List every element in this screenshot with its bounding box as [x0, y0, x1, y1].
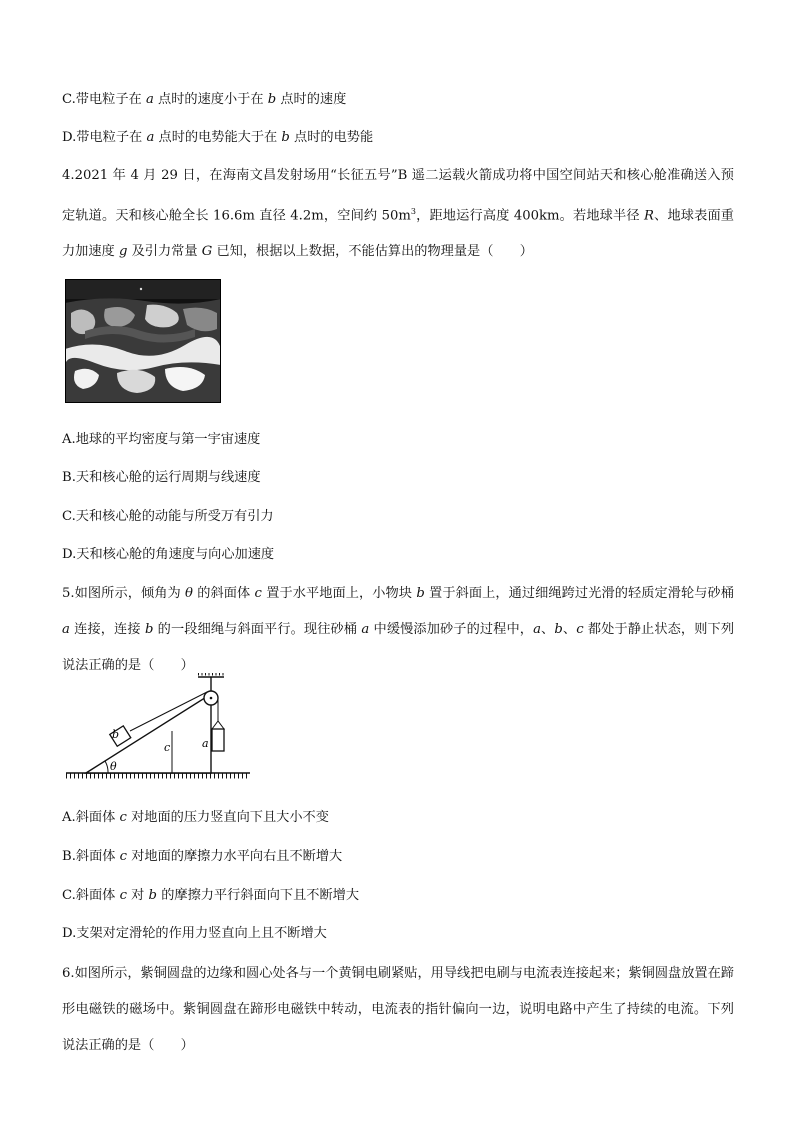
ceiling-support — [198, 674, 224, 691]
q5-option-a: A.斜面体 c 对地面的压力竖直向下且大小不变 — [62, 810, 329, 825]
q6-stem: 6.如图所示，紫铜圆盘的边缘和圆心处各与一个黄铜电刷紧贴，用导线把电刷与电流表连接起来；紫铜圆盘放置在蹄形电磁铁的磁场中。紫铜圆盘在蹄形电磁铁中转动，电流表的指针偏向一边，说明电路中产生了持续的电流。下列说法正确的是（ ） — [62, 966, 734, 1053]
incline-pulley-diagram — [64, 673, 254, 785]
q5-option-b: B.斜面体 c 对地面的摩擦力水平向右且不断增大 — [62, 849, 343, 864]
q5-stem: 5.如图所示，倾角为 θ 的斜面体 c 置于水平地面上，小物块 b 置于斜面上，通过细绳跨过光滑的轻质定滑轮与砂桶 a 连接，连接 b 的一段细绳与斜面平行。现往砂桶 a 中缓慢添加砂子的过程中，a、b、c 都处于静止状态，则下列说法正确的是（ ） — [62, 586, 735, 673]
q4-option-b: B.天和核心舱的运行周期与线速度 — [62, 470, 261, 485]
q3-option-d: D.带电粒子在 a 点时的电势能大于在 b 点时的电势能 — [62, 130, 374, 145]
label-a: a — [202, 737, 209, 750]
q5-option-c: C.斜面体 c 对 b 的摩擦力平行斜面向下且不断增大 — [62, 888, 360, 903]
q4-option-d: D.天和核心舱的角速度与向心加速度 — [62, 547, 275, 562]
space-station-earth-photo — [65, 279, 221, 403]
sand-bucket-a — [212, 721, 224, 751]
q4-option-c: C.天和核心舱的动能与所受万有引力 — [62, 509, 274, 524]
label-b: b — [112, 728, 120, 741]
q5-option-d: D.支架对定滑轮的作用力竖直向上且不断增大 — [62, 926, 327, 941]
q4-option-a: A.地球的平均密度与第一宇宙速度 — [62, 432, 261, 447]
q3-option-c: C.带电粒子在 a 点时的速度小于在 b 点时的速度 — [62, 92, 347, 107]
label-c: c — [164, 741, 171, 754]
q4-stem: 4.2021 年 4 月 29 日，在海南文昌发射场用“长征五号”B 遥二运载火箭成功将中国空间站天和核心舱准确送入预定轨道。天和核心舱全长 16.6m 直径 4.2m，空间约 $50m^3$，距地运行高度 400km。若地球半径 R、地球表面重力加速度 g 及引力常量 G 已知，根据以上数据，不能估算出的物理量是（ ） — [62, 168, 734, 260]
label-theta: θ — [110, 760, 117, 773]
